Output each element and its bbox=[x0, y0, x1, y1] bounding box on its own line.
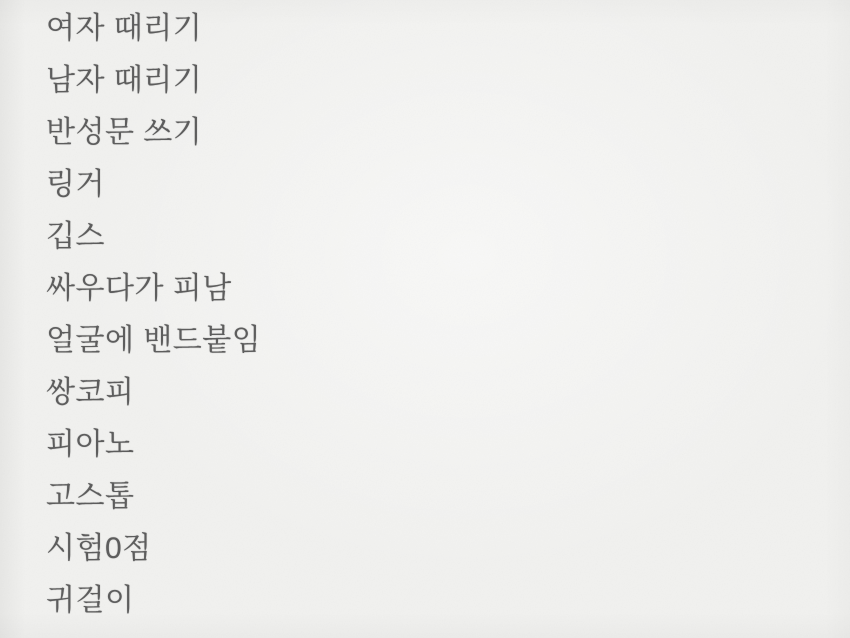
list-item: 쌍코피 bbox=[46, 376, 135, 409]
word-list bbox=[46, 3, 261, 627]
list-item: 피아노 bbox=[46, 428, 135, 461]
list-item: 반성문 쓰기 bbox=[46, 116, 203, 149]
list-item: 여자 때리기 bbox=[46, 12, 203, 45]
list-item: 시험0점 bbox=[46, 532, 152, 565]
list-item: 남자 때리기 bbox=[46, 64, 203, 97]
list-item: 얼굴에 밴드붙임 bbox=[46, 324, 262, 357]
list-item: 깁스 bbox=[46, 220, 105, 253]
list-item: 고스톱 bbox=[46, 480, 135, 513]
list-item: 귀걸이 bbox=[46, 584, 135, 617]
list-item: 싸우다가 피남 bbox=[46, 272, 232, 305]
list-item: 링거 bbox=[46, 168, 105, 201]
